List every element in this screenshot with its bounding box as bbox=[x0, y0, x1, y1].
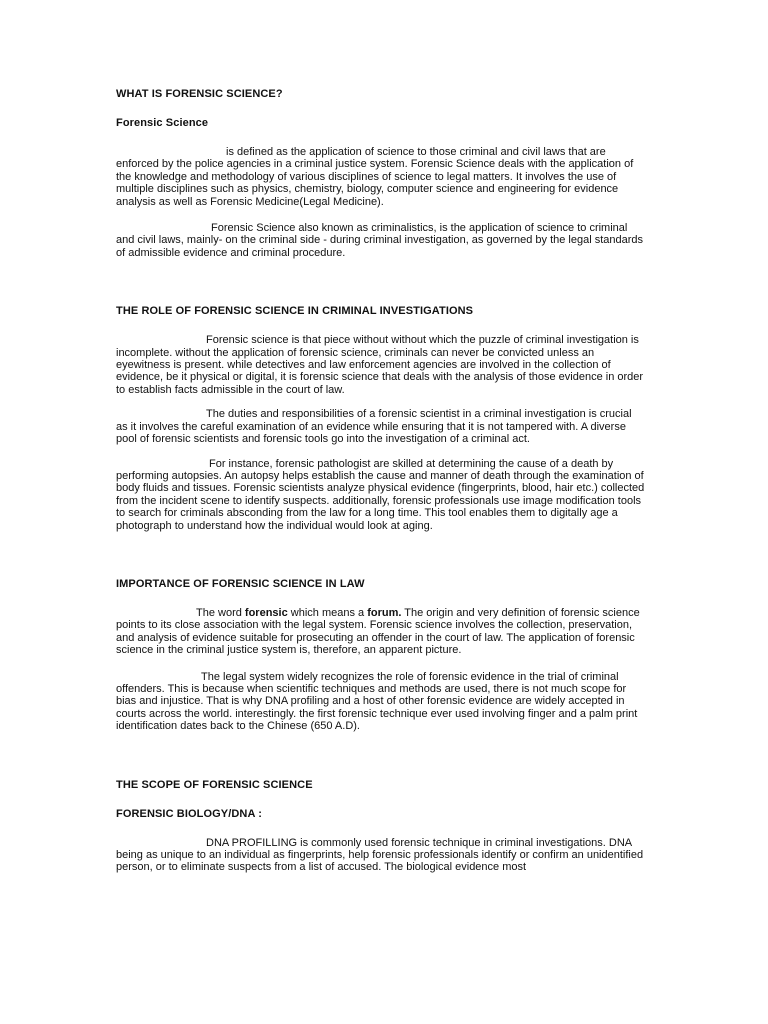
paragraph-dna-profiling: DNA PROFILLING is commonly used forensic technique in criminal investigations. DNA being as unique to an individual as fingerprints, help forensic professionals identify or confirm an unidentified person, or to eliminate suspects from a list of accused. The biological evidence most bbox=[116, 836, 644, 874]
bold-term-forum: forum. bbox=[367, 606, 402, 619]
subheading-forensic-biology-dna: FORENSIC BIOLOGY/DNA : bbox=[116, 807, 263, 820]
text-run: which means a bbox=[287, 606, 368, 619]
paragraph-word-forensic bbox=[116, 607, 646, 657]
bold-term-forensic: forensic bbox=[244, 606, 288, 619]
paragraph-pathologist: For instance, forensic pathologist are skilled at determining the cause of a death by performing autopsies. An autopsy helps establish the cause and manner of death through the examination of body fluids and tissues. Forensic scientists analyze physical evidence (fingerprints, blood, hair etc.) collected from the incident scene to identify suspects. additionally, forensic professionals use image modification tools to search for criminals absconding from the law for a long time. This tool enables them to digitally age a photograph to understand how the individual would look at aging. bbox=[116, 457, 645, 532]
document-body bbox=[116, 80, 646, 874]
paragraph-duties: The duties and responsibilities of a forensic scientist in a criminal investigation is crucial as it involves the careful examination of an evidence while ensuring that it is not tampered with. A diverse pool of forensic scientists and forensic tools go into the investigation of a criminal act. bbox=[116, 408, 632, 446]
subheading-forensic-science: Forensic Science bbox=[116, 117, 209, 129]
text-run: The origin and very definition of forensic science points to its close association with the legal system. Forensic science involves the collection, preservation, and analysis of evidence suitable for prosecuting an offender in the court of law. The application of forensic science in the criminal justice system is, therefore, an apparent picture. bbox=[116, 606, 640, 657]
paragraph-definition: is defined as the application of science to those criminal and civil laws that are enforced by the police agencies in a criminal justice system. Forensic Science deals with the application of the knowledge and methodology of various disciplines of science to legal matters. It involves the use of multiple disciplines such as physics, chemistry, biology, computer science and engineering for evidence analysis as well as Forensic Medicine(Legal Medicine). bbox=[116, 146, 634, 208]
section-heading-scope: THE SCOPE OF FORENSIC SCIENCE bbox=[116, 778, 313, 791]
paragraph-criminalistics: Forensic Science also known as criminalistics, is the application of science to criminal and civil laws, mainly- on the criminal side - during criminal investigation, as governed by the legal standards of admissible evidence and criminal procedure. bbox=[116, 222, 644, 259]
section-heading-what-is-forensic-science: WHAT IS FORENSIC SCIENCE? bbox=[116, 88, 283, 100]
section-heading-importance: IMPORTANCE OF FORENSIC SCIENCE IN LAW bbox=[116, 577, 365, 590]
paragraph-legal-system: The legal system widely recognizes the role of forensic evidence in the trial of criminal offenders. This is because when scientific techniques and methods are used, there is not much scope for bias and injustice. That is why DNA profiling and a host of other forensic evidence are widely accepted in courts across the world. interestingly. the first forensic technique ever used involving finger and a palm print identification dates back to the Chinese (650 A.D). bbox=[116, 670, 638, 733]
section-heading-role: THE ROLE OF FORENSIC SCIENCE IN CRIMINAL INVESTIGATIONS bbox=[116, 305, 474, 318]
text-run: The word bbox=[196, 606, 245, 619]
paragraph-role-puzzle: Forensic science is that piece without without which the puzzle of criminal investigation is incomplete. without the application of forensic science, criminals can never be convicted unless an eyewitness is present. while detectives and law enforcement agencies are involved in the collection of evidence, be it physical or digital, it is forensic science that deals with the analysis of those evidence in order to establish facts admissible in the court of law. bbox=[116, 334, 644, 396]
